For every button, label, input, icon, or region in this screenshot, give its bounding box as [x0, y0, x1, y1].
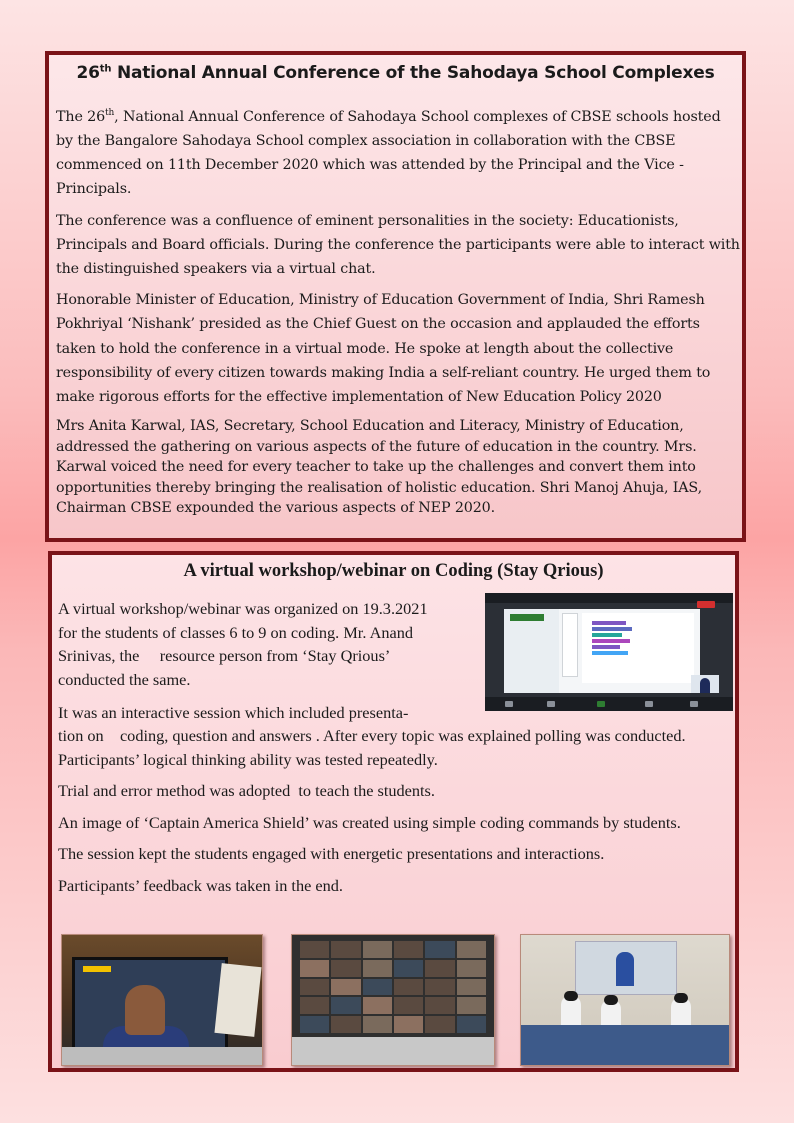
presenter-video [691, 675, 719, 693]
workshop-body [58, 724, 723, 897]
participant-grid [300, 941, 486, 1033]
p3: Trial and error method was adopted to teach the students. [58, 781, 435, 800]
intro-line-1: A virtual workshop/webinar was organized on 19.3.2021 [58, 599, 428, 618]
p2-line-1: It was an interactive session which included presenta- [58, 703, 409, 722]
student-head [604, 995, 618, 1005]
zoom-screenshot [485, 593, 733, 711]
p5: The session kept the students engaged with energetic presentations and interactions. [58, 844, 605, 863]
conference-paragraph-3: Honorable Minister of Education, Ministry of Education Government of India, Shri Ramesh Pokhriyal ‘Nishank’ presided as the Chief Guest on the occasion and applauded the efforts taken to hold the conference in a virtual mode. He spoke at length about the collective responsibility of every citizen towards making India a self-reliant country. He urged them to make rigorous efforts for the effective implementation of New Education Policy 2020 [56, 292, 711, 405]
photo-classroom [520, 934, 730, 1066]
presenter-face [125, 985, 165, 1035]
title-text: National Annual Conference of the Sahodaya School Complexes [111, 63, 715, 83]
student-head [564, 991, 578, 1001]
intro-line-4: conducted the same. [58, 669, 191, 689]
title-number: 26 [76, 63, 100, 83]
block-palette [562, 613, 578, 677]
coding-canvas [504, 609, 700, 693]
projection-screen [575, 941, 677, 995]
laptop-keyboard [62, 1047, 262, 1065]
participants-icon [645, 701, 653, 707]
mute-icon [505, 701, 513, 707]
script-area [582, 613, 694, 683]
code-block [592, 645, 620, 649]
conference-body [56, 101, 740, 526]
title-ordinal: th [99, 63, 112, 75]
code-block [592, 621, 626, 625]
photo-laptop-presenter [61, 934, 263, 1066]
intro-line-3: Srinivas, the resource person from ‘Stay Qrious’ [58, 646, 391, 665]
conference-paragraph-1 [56, 101, 740, 202]
green-flag-bar [510, 614, 544, 621]
conference-paragraph-4: Mrs Anita Karwal, IAS, Secretary, School Education and Literacy, Ministry of Education, addressed the gathering on various aspects of the future of education in the country. Mrs. Karwal voiced the need for every teacher to take up the challenges and convert them into opportunities thereby bringing the realisation of holistic education. Shri Manoj Ahuja, IAS, Chairman CBSE expounded the various aspects of NEP 2020. [56, 418, 702, 517]
conference-title [49, 63, 742, 83]
workshop-title: A virtual workshop/webinar on Coding (Stay Qrious) [183, 561, 604, 581]
photo-video-grid [291, 934, 495, 1066]
conference-paragraph-2: The conference was a confluence of eminent personalities in the society: Educationists, Principals and Board officials. During the conference the participants were able to interact with the distinguished speakers via a virtual chat. [56, 212, 740, 277]
stage-panel [504, 609, 559, 693]
workshop-para-2-start [58, 701, 478, 725]
stay-qrious-logo [83, 966, 111, 972]
zoom-title-bar [485, 593, 733, 603]
leave-button-graphic [697, 601, 715, 608]
paper-note [214, 963, 261, 1037]
zoom-controls [485, 697, 733, 711]
code-block [592, 651, 628, 655]
p1-ordinal: th [105, 108, 115, 118]
code-block [592, 627, 632, 631]
classroom-desks [521, 1025, 729, 1065]
p2-rest: tion on coding, question and answers . After every topic was explained polling was conducted. Participants’ logical thinking ability was tested repeatedly. [58, 726, 690, 769]
laptop-base [292, 1037, 494, 1065]
p6: Participants’ feedback was taken in the end. [58, 875, 343, 895]
p1-rest: , National Annual Conference of Sahodaya School complexes of CBSE schools hosted by the Bangalore Sahodaya School complex association in collaboration with the CBSE commenced on 11th December 2020 which was attended by the Principal and the Vice -Principals. [56, 108, 721, 198]
more-icon [690, 701, 698, 707]
intro-line-2: for the students of classes 6 to 9 on coding. Mr. Anand [58, 622, 413, 642]
student-head [674, 993, 688, 1003]
code-block [592, 633, 622, 637]
code-block [592, 639, 630, 643]
conference-article [45, 51, 746, 542]
workshop-intro [58, 597, 478, 691]
projected-presenter [616, 952, 634, 986]
p4: An image of ‘Captain America Shield’ was created using simple coding commands by students. [58, 812, 681, 832]
laptop-screen [72, 957, 228, 1057]
video-icon [547, 701, 555, 707]
presenter-figure [700, 678, 710, 693]
p1-start: The 26 [56, 108, 106, 125]
share-icon [597, 701, 605, 707]
